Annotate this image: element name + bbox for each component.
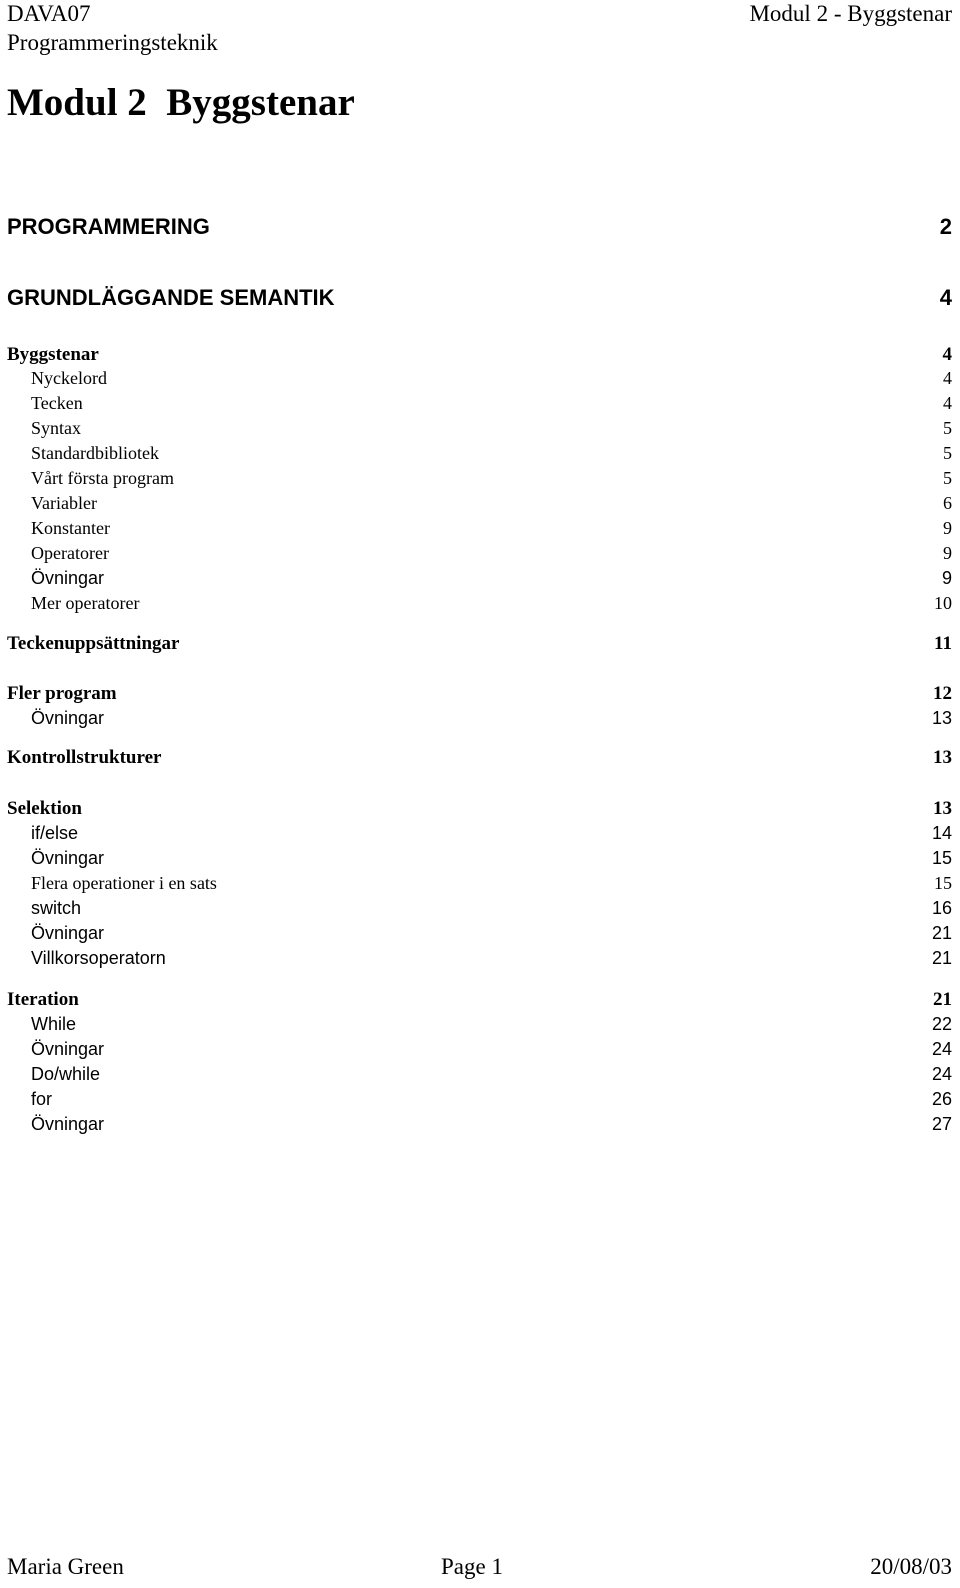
toc-entry-label: Syntax: [31, 418, 82, 438]
toc-entry-label: Fler program: [7, 683, 117, 704]
toc-entry-page: 4: [942, 344, 952, 365]
toc-entry-label: Byggstenar: [7, 344, 99, 365]
footer-page-number: Page 1: [441, 1554, 503, 1579]
toc-entry[interactable]: [7, 516, 952, 541]
toc-entry-page: 4: [943, 368, 952, 388]
toc-entry-page: 5: [943, 443, 952, 463]
toc-entry[interactable]: [7, 566, 952, 591]
toc-entry[interactable]: [7, 896, 952, 921]
toc-entry-page: 5: [943, 468, 952, 488]
toc-entry-label: Do/while: [31, 1064, 101, 1084]
toc-entry-page: 10: [934, 593, 952, 613]
toc-entry-label: Övningar: [31, 1114, 105, 1134]
toc-entry-label: Kontrollstrukturer: [7, 747, 162, 768]
toc-entry-page: 13: [933, 747, 952, 768]
toc-entry-label: PROGRAMMERING: [7, 214, 210, 239]
toc-entry-page: 6: [943, 493, 952, 513]
toc-entry[interactable]: [7, 366, 952, 391]
toc-entry-page: 24: [931, 1039, 952, 1059]
toc-entry-label: Övningar: [31, 708, 105, 728]
toc-entry-page: 16: [931, 898, 952, 918]
toc-entry[interactable]: [7, 681, 952, 706]
toc-entry[interactable]: [7, 342, 952, 367]
toc-entry-label: Operatorer: [31, 543, 109, 563]
toc-entry[interactable]: [7, 441, 952, 466]
toc-entry[interactable]: [7, 283, 952, 313]
toc-entry-page: 21: [933, 989, 952, 1010]
toc-entry-label: if/else: [31, 823, 79, 843]
toc-entry-page: 24: [931, 1064, 952, 1084]
toc-entry[interactable]: [7, 1087, 952, 1112]
toc-entry[interactable]: [7, 631, 952, 656]
toc-entry-page: 4: [943, 393, 952, 413]
toc-entry[interactable]: [7, 821, 952, 846]
toc-entry[interactable]: [7, 846, 952, 871]
toc-entry-label: Teckenuppsättningar: [7, 633, 180, 654]
toc-entry[interactable]: [7, 1062, 952, 1087]
toc-entry-page: 15: [934, 873, 952, 893]
toc-entry[interactable]: [7, 1012, 952, 1037]
toc-entry[interactable]: [7, 1112, 952, 1137]
toc-entry-label: Konstanter: [31, 518, 110, 538]
toc-entry[interactable]: [7, 745, 952, 770]
toc-entry[interactable]: [7, 921, 952, 946]
toc-entry-page: 9: [941, 568, 952, 588]
toc-entry-page: 26: [931, 1089, 952, 1109]
toc-entry-page: 12: [933, 683, 952, 704]
toc-entry-page: 9: [943, 543, 952, 563]
toc-entry-label: Iteration: [7, 989, 79, 1010]
toc-entry-label: GRUNDLÄGGANDE SEMANTIK: [7, 285, 335, 310]
toc-entry-label: Övningar: [31, 1039, 105, 1059]
toc-entry-label: Övningar: [31, 568, 105, 588]
toc-entry[interactable]: [7, 466, 952, 491]
header-course-name: Programmeringsteknik: [7, 30, 218, 55]
toc-entry-label: switch: [31, 898, 82, 918]
toc-entry-page: 21: [931, 948, 952, 968]
toc-entry-label: Flera operationer i en sats: [31, 873, 217, 893]
toc-entry-page: 11: [934, 633, 952, 654]
toc-entry-page: 21: [931, 923, 952, 943]
toc-entry[interactable]: [7, 491, 952, 516]
toc-entry[interactable]: [7, 541, 952, 566]
toc-entry-label: Vårt första program: [31, 468, 174, 488]
toc-entry-label: Tecken: [31, 393, 83, 413]
footer-author: Maria Green: [7, 1554, 124, 1579]
toc-entry-page: 9: [943, 518, 952, 538]
toc-entry-label: Selektion: [7, 798, 82, 819]
toc-entry[interactable]: [7, 416, 952, 441]
toc-entry[interactable]: [7, 987, 952, 1012]
toc-entry[interactable]: [7, 946, 952, 971]
toc-entry-label: Övningar: [31, 848, 105, 868]
footer-date: 20/08/03: [870, 1554, 952, 1579]
toc-entry-label: Villkorsoperatorn: [31, 948, 166, 968]
toc-entry[interactable]: [7, 1037, 952, 1062]
toc-entry-page: 13: [933, 798, 952, 819]
toc-entry-page: 22: [931, 1014, 952, 1034]
toc-entry-label: Mer operatorer: [31, 593, 140, 613]
toc-entry-page: 13: [931, 708, 952, 728]
toc-entry-label: for: [31, 1089, 53, 1109]
toc-entry-page: 15: [931, 848, 952, 868]
toc-entry[interactable]: [7, 706, 952, 731]
toc-entry-label: Övningar: [31, 923, 105, 943]
toc-entry-label: Standardbibliotek: [31, 443, 159, 463]
toc-entry[interactable]: [7, 796, 952, 821]
toc-entry-page: 4: [939, 285, 952, 310]
toc-entry-label: Nyckelord: [31, 368, 107, 388]
toc-entry-page: 14: [931, 823, 952, 843]
toc-entry-page: 5: [943, 418, 952, 438]
toc-entry[interactable]: [7, 871, 952, 896]
toc-entry-page: 2: [939, 214, 952, 239]
toc-entry-label: While: [31, 1014, 77, 1034]
toc-entry[interactable]: [7, 391, 952, 416]
header-module: Modul 2 - Byggstenar: [749, 1, 952, 26]
toc-entry[interactable]: [7, 212, 952, 242]
document-title: Modul 2 Byggstenar: [7, 81, 355, 124]
header-course-code: DAVA07: [7, 1, 91, 26]
toc-entry[interactable]: [7, 591, 952, 616]
toc-entry-label: Variabler: [31, 493, 97, 513]
toc-entry-page: 27: [931, 1114, 952, 1134]
